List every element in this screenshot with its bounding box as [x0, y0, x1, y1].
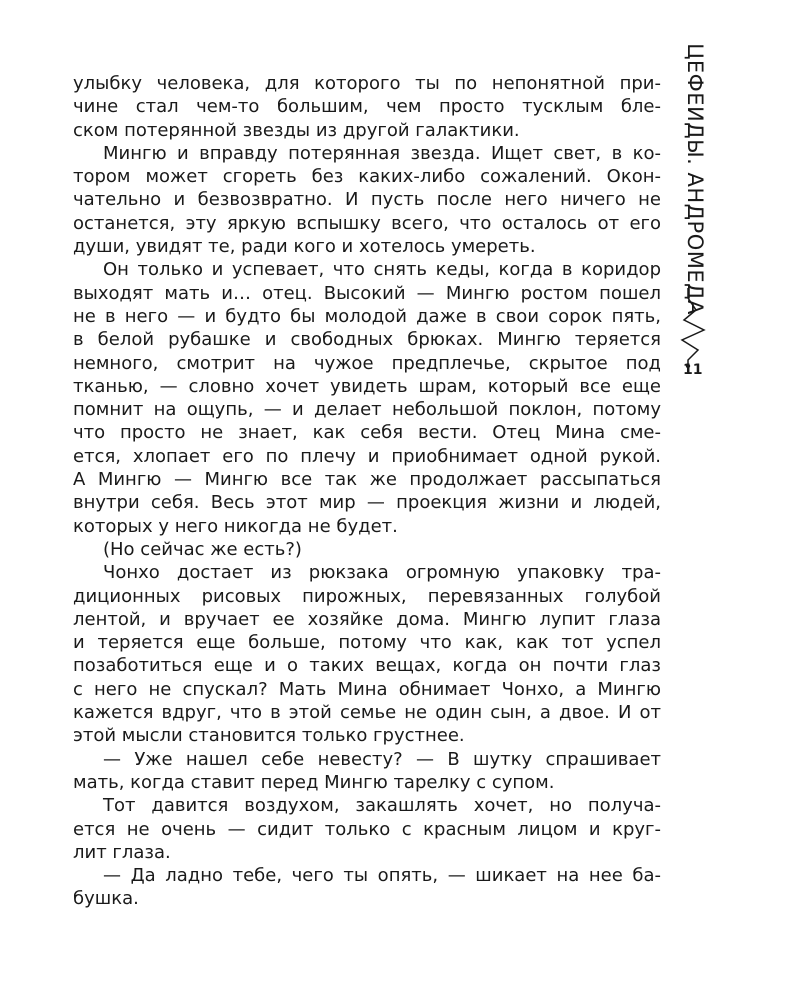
text-line: — Да ладно тебе, чего ты опять, — шикает на нее ба-	[103, 865, 661, 887]
text-line: улыбку человека, для которого ты по непонятной при-	[73, 73, 661, 94]
running-title-text: ЦЕФЕИДЫ. АНДРОМЕДА	[683, 43, 707, 315]
text-line: (Но сейчас же есть?)	[103, 538, 302, 560]
running-title	[676, 43, 714, 315]
text-line: Мингю и вправду потерянная звезда. Ищет свет, в ко-	[103, 142, 661, 164]
text-line: помнит на ощупь, — и делает небольшой поклон, потому	[73, 399, 661, 421]
text-line: бушка.	[73, 888, 139, 910]
page-number: 11	[683, 362, 703, 378]
text-line: Он только и успевает, что снять кеды, когда в коридор	[103, 259, 661, 281]
text-line: не в него — и будто бы молодой даже в свои сорок пять,	[73, 305, 661, 327]
text-line: останется, эту яркую вспышку всего, что осталось от его	[73, 212, 661, 234]
text-line: лентой, и вручает ее хозяйке дома. Мингю лупит глаза	[73, 608, 661, 630]
text-line: диционных рисовых пирожных, перевязанных голубой	[73, 585, 661, 607]
running-head	[676, 43, 714, 382]
text-line: внутри себя. Весь этот мир — проекция жизни и людей,	[73, 492, 661, 514]
text-line: тканью, — словно хочет увидеть шрам, который все еще	[73, 375, 661, 397]
text-line: души, увидят те, ради кого и хотелось умереть.	[73, 236, 536, 258]
text-line: которых у него никогда не будет.	[73, 515, 398, 537]
text-line: этой мысли становится только грустнее.	[73, 725, 465, 747]
text-line: А Мингю — Мингю все так же продолжает рассыпаться	[73, 469, 661, 491]
text-line: что просто не знает, как себя вести. Отец Мина сме-	[73, 422, 661, 444]
text-line: выходят мать и… отец. Высокий — Мингю ростом пошел	[73, 282, 661, 304]
text-line: ется, хлопает его по плечу и приобнимает одной рукой.	[73, 445, 661, 467]
text-line: ется не очень — сидит только с красным лицом и круг-	[73, 818, 661, 840]
text-line: тором может сгореть без каких-либо сожалений. Окон-	[73, 166, 661, 188]
text-line: лит глаза.	[73, 841, 171, 863]
text-line: позаботиться еще и о таких вещах, когда он почти глаз	[73, 655, 661, 677]
text-line: Чонхо достает из рюкзака огромную упаковку тра-	[103, 562, 661, 584]
text-line: Тот давится воздухом, закашлять хочет, но получа-	[103, 795, 661, 817]
text-line: в белой рубашке и свободных брюках. Мингю теряется	[73, 329, 661, 351]
text-line: чине стал чем-то большим, чем просто тусклым бле-	[73, 96, 661, 118]
body-text	[73, 72, 661, 911]
text-line: кажется вдруг, что в этой семье не один сын, а двое. И от	[73, 702, 661, 724]
text-line: и теряется еще больше, потому что как, как тот успел	[73, 632, 661, 654]
text-line: — Уже нашел себе невесту? — В шутку спрашивает	[103, 748, 661, 770]
text-line: немного, смотрит на чужое предплечье, скрытое под	[73, 352, 661, 374]
text-line: ском потерянной звезды из другой галактики.	[73, 119, 520, 141]
text-line: с него не спускал? Мать Мина обнимает Чонхо, а Мингю	[73, 678, 661, 700]
text-line: мать, когда ставит перед Мингю тарелку с супом.	[73, 771, 555, 793]
pulse-line-ornament	[676, 288, 714, 368]
text-line: чательно и безвозвратно. И пусть после него ничего не	[73, 189, 661, 211]
